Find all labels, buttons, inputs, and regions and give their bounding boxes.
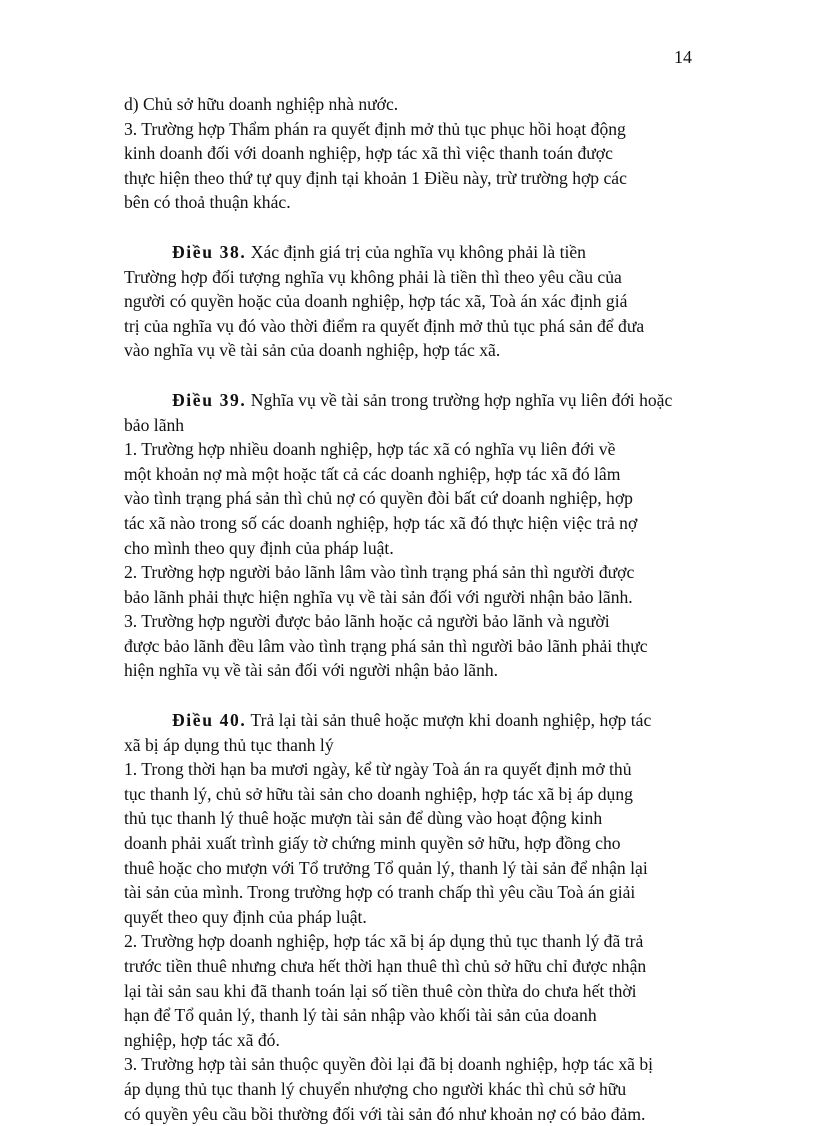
- text-line: trị của nghĩa vụ đó vào thời điểm ra quyết định mở thủ tục phá sản để đưa: [124, 315, 645, 336]
- text-line: tác xã nào trong số các doanh nghiệp, hợp tác xã đó thực hiện việc trả nợ: [124, 512, 638, 533]
- article-label: Điều 38.: [172, 241, 247, 262]
- text-line: người có quyền hoặc của doanh nghiệp, hợp tác xã, Toà án xác định giá: [124, 291, 628, 312]
- paragraph-gap: [124, 683, 704, 708]
- text-line: doanh phải xuất trình giấy tờ chứng minh quyền sở hữu, hợp đồng cho: [124, 833, 621, 854]
- text-line: thực hiện theo thứ tự quy định tại khoản 1 Điều này, trừ trường hợp các: [124, 167, 627, 188]
- text-line: bảo lãnh phải thực hiện nghĩa vụ về tài sản đối với người nhận bảo lãnh.: [124, 586, 633, 607]
- text-line: có quyền yêu cầu bồi thường đối với tài sản đó như khoản nợ có bảo đảm.: [124, 1103, 646, 1124]
- text-line: kinh doanh đối với doanh nghiệp, hợp tác xã thì việc thanh toán được: [124, 143, 613, 164]
- text-line: một khoản nợ mà một hoặc tất cả các doanh nghiệp, hợp tác xã đó lâm: [124, 463, 621, 484]
- text-line: thuê hoặc cho mượn với Tổ trưởng Tổ quản lý, thanh lý tài sản để nhận lại: [124, 857, 648, 878]
- text-line: vào tình trạng phá sản thì chủ nợ có quyền đòi bất cứ doanh nghiệp, hợp: [124, 488, 633, 509]
- text-line: Trường hợp đối tượng nghĩa vụ không phải là tiền thì theo yêu cầu của: [124, 266, 622, 287]
- document-body: [124, 92, 704, 1126]
- text-line: nghiệp, hợp tác xã đó.: [124, 1029, 280, 1050]
- article-40: [124, 708, 704, 1126]
- text-line: lại tài sản sau khi đã thanh toán lại số tiền thuê còn thừa do chưa hết thời: [124, 980, 637, 1001]
- text-line: xã bị áp dụng thủ tục thanh lý: [124, 734, 334, 755]
- text-line: tục thanh lý, chủ sở hữu tài sản cho doanh nghiệp, hợp tác xã bị áp dụng: [124, 783, 633, 804]
- article-39: [124, 388, 704, 683]
- article-title: Xác định giá trị của nghĩa vụ không phải là tiền: [246, 241, 586, 262]
- text-line: cho mình theo quy định của pháp luật.: [124, 537, 394, 558]
- article-heading: [124, 708, 704, 733]
- paragraph-gap: [124, 363, 704, 388]
- article-label: Điều 40.: [172, 710, 247, 731]
- text-line: trước tiền thuê nhưng chưa hết thời hạn thuê thì chủ sở hữu chỉ được nhận: [124, 956, 647, 976]
- text-line: 1. Trường hợp nhiều doanh nghiệp, hợp tác xã có nghĩa vụ liên đới về: [124, 439, 616, 460]
- text-line: 2. Trường hợp doanh nghiệp, hợp tác xã bị áp dụng thủ tục thanh lý đã trả: [124, 931, 644, 952]
- text-line: vào nghĩa vụ về tài sản của doanh nghiệp, hợp tác xã.: [124, 340, 501, 361]
- text-line: 3. Trường hợp tài sản thuộc quyền đòi lại đã bị doanh nghiệp, hợp tác xã bị: [124, 1054, 654, 1075]
- article-heading: [124, 240, 704, 265]
- text-line: thủ tục thanh lý thuê hoặc mượn tài sản để dùng vào hoạt động kinh: [124, 808, 603, 829]
- section-continued: [124, 92, 704, 215]
- article-title: Trả lại tài sản thuê hoặc mượn khi doanh nghiệp, hợp tác: [246, 710, 652, 731]
- article-label: Điều 39.: [172, 389, 247, 410]
- page-number: 14: [674, 47, 692, 67]
- text-line: bên có thoả thuận khác.: [124, 192, 291, 213]
- text-line: tài sản của mình. Trong trường hợp có tranh chấp thì yêu cầu Toà án giải: [124, 882, 636, 903]
- text-line: áp dụng thủ tục thanh lý chuyển nhượng cho người khác thì chủ sở hữu: [124, 1078, 627, 1099]
- text-line: được bảo lãnh đều lâm vào tình trạng phá sản thì người bảo lãnh phải thực: [124, 635, 648, 656]
- text-line: 3. Trường hợp người được bảo lãnh hoặc cả người bảo lãnh và người: [124, 611, 610, 632]
- text-line: bảo lãnh: [124, 414, 185, 435]
- article-title: Nghĩa vụ về tài sản trong trường hợp nghĩa vụ liên đới hoặc: [246, 389, 673, 410]
- text-line: 2. Trường hợp người bảo lãnh lâm vào tình trạng phá sản thì người được: [124, 562, 635, 583]
- text-line: 3. Trường hợp Thẩm phán ra quyết định mở thủ tục phục hồi hoạt động: [124, 118, 626, 139]
- text-line: hạn để Tổ quản lý, thanh lý tài sản nhập vào khối tài sản của doanh: [124, 1005, 597, 1026]
- text-line: 1. Trong thời hạn ba mươi ngày, kể từ ngày Toà án ra quyết định mở thủ: [124, 759, 632, 780]
- article-38: [124, 240, 704, 363]
- text-line: d) Chủ sở hữu doanh nghiệp nhà nước.: [124, 94, 399, 114]
- text-line: quyết theo quy định của pháp luật.: [124, 906, 367, 927]
- article-heading: [124, 388, 704, 413]
- text-line: hiện nghĩa vụ về tài sản đối với người nhận bảo lãnh.: [124, 660, 499, 681]
- paragraph-gap: [124, 215, 704, 240]
